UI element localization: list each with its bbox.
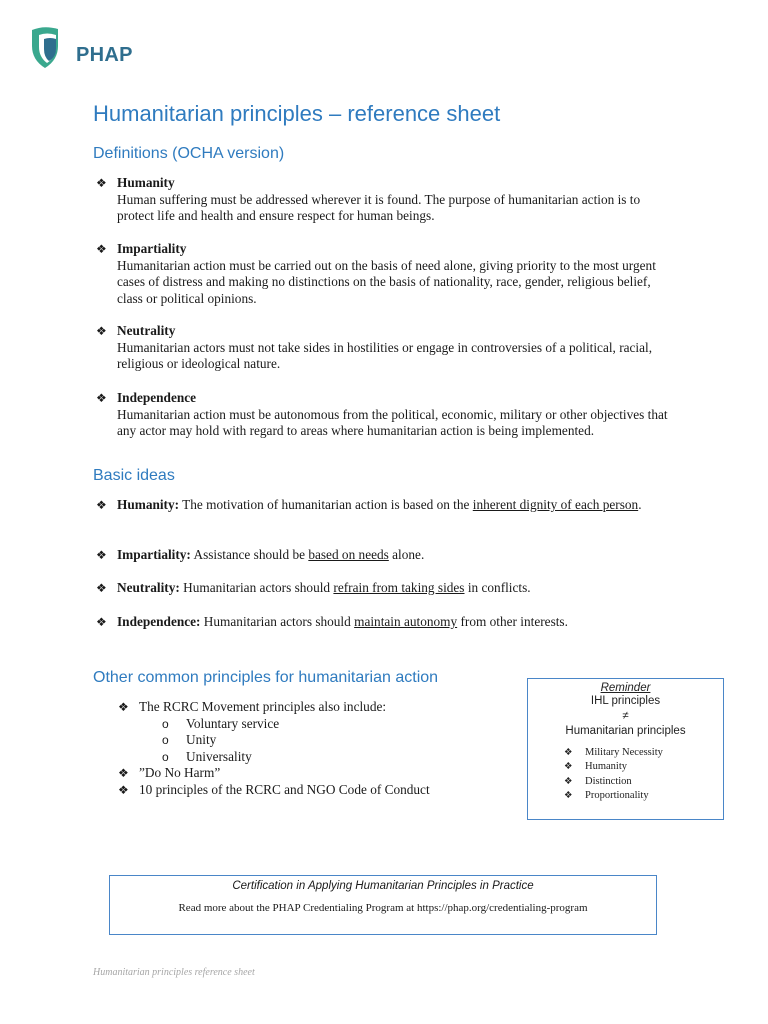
rcrc-principles-text: The RCRC Movement principles also include:: [139, 699, 387, 714]
definition-neutrality: [96, 323, 676, 373]
definition-impartiality: [96, 241, 676, 307]
basic-key-phrase: refrain from taking sides: [333, 580, 465, 595]
logo-text: PHAP: [76, 44, 133, 66]
ihl-principle: Humanity: [585, 761, 627, 773]
basic-idea-neutrality: [96, 580, 676, 597]
basic-text-end: from other interests.: [457, 614, 568, 629]
basic-term: Neutrality:: [117, 580, 180, 595]
definition-humanity: [96, 175, 676, 225]
sub-list-item: [118, 716, 518, 733]
basic-key-phrase: inherent dignity of each person: [472, 497, 639, 512]
basic-idea-humanity: [96, 497, 676, 514]
list-item: [528, 760, 723, 774]
other-principles-list: [118, 699, 518, 799]
definition-text: Humanitarian action must be carried out on the basis of need alone, giving priority to the most urgent cases of distress and making no distinctions on the basis of nationality, race, gender, religious belief, class or political opinions.: [117, 257, 656, 306]
list-item: [528, 746, 723, 760]
basic-text: Humanitarian actors should: [179, 580, 334, 595]
list-item: [528, 789, 723, 803]
basic-idea-independence: [96, 614, 676, 631]
basic-idea-impartiality: [96, 547, 676, 564]
bullet-icon: ❖: [118, 782, 129, 797]
sub-list-item: [118, 732, 518, 749]
basic-text-end: .: [638, 497, 642, 512]
page-footer: Humanitarian principles reference sheet: [93, 967, 255, 978]
other-principles-heading: Other common principles for humanitarian action: [93, 669, 439, 686]
definition-independence: [96, 390, 676, 440]
certification-link-text[interactable]: Read more about the PHAP Credentialing Program at https://phap.org/credentialing-program: [178, 902, 588, 914]
bullet-icon: ❖: [118, 766, 129, 781]
list-item: [118, 765, 518, 782]
bullet-icon: ❖: [564, 762, 573, 773]
definition-text: Humanitarian actors must not take sides in hostilities or engage in controversies of a political, racial, religious or ideological nature.: [117, 339, 653, 372]
definition-term: Impartiality: [117, 241, 187, 256]
bullet-icon: ❖: [96, 548, 107, 562]
basic-term: Humanity:: [117, 497, 180, 512]
sub-item-text: Unity: [186, 732, 217, 748]
page-title: Humanitarian principles – reference sheet: [93, 101, 501, 126]
bullet-icon: ❖: [564, 791, 573, 802]
reminder-humanitarian-label: Humanitarian principles: [565, 725, 686, 737]
definition-term: Neutrality: [117, 323, 176, 338]
definitions-heading: Definitions (OCHA version): [93, 145, 285, 162]
basic-term: Independence:: [117, 614, 201, 629]
bullet-icon: ❖: [96, 581, 107, 595]
sub-list-item: [118, 749, 518, 766]
basic-text-end: in conflicts.: [464, 580, 531, 595]
certification-title: Certification in Applying Humanitarian Principles in Practice: [232, 880, 534, 892]
certification-box: [109, 875, 657, 935]
bullet-icon: ❖: [564, 776, 573, 787]
list-item: [118, 699, 518, 716]
ihl-principle: Military Necessity: [585, 747, 663, 758]
basic-text: The motivation of humanitarian action is based on the: [179, 497, 473, 512]
bullet-icon: ❖: [96, 615, 107, 629]
reminder-box: [527, 678, 724, 820]
basic-ideas-heading: Basic ideas: [93, 467, 175, 484]
basic-key-phrase: based on needs: [308, 547, 389, 562]
ihl-principle: Distinction: [585, 775, 632, 787]
bullet-icon: ❖: [118, 700, 129, 714]
reminder-ihl-label: IHL principles: [590, 695, 661, 707]
basic-term: Impartiality:: [117, 547, 191, 562]
definition-text: Human suffering must be addressed wherever it is found. The purpose of humanitarian action is to protect life and health and ensure respect for human beings.: [117, 191, 641, 224]
circle-bullet-icon: o: [162, 716, 169, 731]
bullet-icon: ❖: [564, 748, 573, 758]
basic-text: Assistance should be: [190, 547, 309, 562]
bullet-icon: ❖: [96, 242, 107, 256]
ihl-principle: Proportionality: [585, 790, 649, 802]
do-no-harm-text: ”Do No Harm”: [139, 765, 221, 781]
definition-term: Independence: [117, 390, 197, 405]
bullet-icon: ❖: [96, 324, 107, 338]
bullet-icon: ❖: [96, 498, 107, 512]
sub-item-text: Universality: [186, 748, 252, 764]
list-item: [528, 775, 723, 789]
basic-key-phrase: maintain autonomy: [354, 614, 458, 629]
list-item: [118, 782, 518, 799]
code-of-conduct-text: 10 principles of the RCRC and NGO Code of Conduct: [139, 781, 430, 797]
circle-bullet-icon: o: [162, 749, 169, 764]
definition-text: Humanitarian action must be autonomous from the political, economic, military or other objectives that any actor may hold with regard to areas where humanitarian action is being implemented.: [117, 406, 668, 439]
circle-bullet-icon: o: [162, 733, 169, 748]
ihl-principles-list: [528, 746, 723, 804]
bullet-icon: ❖: [96, 176, 107, 190]
definition-term: Humanity: [117, 175, 175, 190]
sub-item-text: Voluntary service: [186, 715, 280, 731]
bullet-icon: ❖: [96, 391, 107, 405]
not-equal-icon: ≠: [622, 710, 629, 722]
basic-text: Humanitarian actors should: [200, 614, 355, 629]
basic-text-end: alone.: [388, 547, 425, 562]
reminder-title: Reminder: [600, 682, 651, 694]
